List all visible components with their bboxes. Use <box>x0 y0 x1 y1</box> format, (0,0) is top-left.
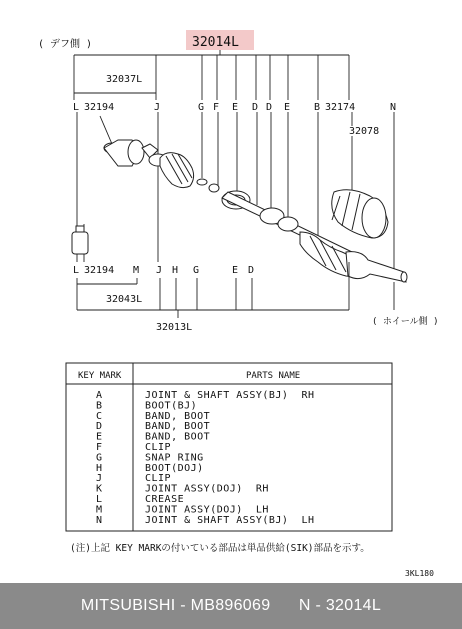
mark-bottom-1: L <box>73 265 80 276</box>
mark-top-6: D <box>252 102 259 113</box>
part-label-32043L: 32043L <box>106 294 143 305</box>
diff-side-label: ( デフ側 ) <box>38 39 93 50</box>
part-label-32194-top: 32194 <box>84 102 115 113</box>
table-part-name: JOINT & SHAFT ASSY(BJ) LH <box>145 514 315 526</box>
table-key-mark: C <box>96 410 103 422</box>
table-part-name: BOOT(BJ) <box>145 400 198 412</box>
footer-sep-1: - <box>175 597 191 614</box>
part-label-32174: 32174 <box>325 102 356 113</box>
table-part-name: BAND, BOOT <box>145 431 211 443</box>
table-part-name: JOINT ASSY(DOJ) RH <box>145 483 269 495</box>
part-label-32194-bottom: 32194 <box>84 265 115 276</box>
mark-bottom-4: H <box>172 265 179 276</box>
table-part-name: JOINT & SHAFT ASSY(BJ) RH <box>145 390 315 401</box>
table-part-name: CREASE <box>145 494 185 505</box>
mark-bottom-2: M <box>133 265 140 276</box>
key-mark-note: (注)上記 KEY MARKの付いている部品は単品供給(SIK)部品を示す。 <box>70 543 370 554</box>
table-key-mark: K <box>96 483 103 495</box>
mark-top-1: L <box>73 102 80 113</box>
table-key-mark: F <box>96 442 103 453</box>
mark-top-8: E <box>284 102 291 113</box>
mark-bottom-7: D <box>248 265 255 276</box>
diagram-code: 3KL180 <box>405 569 434 578</box>
mark-bottom-6: E <box>232 265 239 276</box>
footer-ref: N - 32014L <box>298 597 382 614</box>
mark-top-10: N <box>390 102 397 113</box>
wheel-side-label: ( ホイール側 ) <box>372 317 439 327</box>
table-header-key: KEY MARK <box>78 371 122 381</box>
mark-bottom-3: J <box>156 265 163 276</box>
table-key-mark: D <box>96 421 103 433</box>
table-part-name: BAND, BOOT <box>145 410 211 422</box>
table-part-name: CLIP <box>145 473 172 485</box>
table-key-mark: H <box>96 462 103 474</box>
mark-top-4: F <box>213 102 220 113</box>
table-key-mark: B <box>96 400 103 412</box>
mark-top-7: D <box>266 102 273 113</box>
shaft-assembly-drawing <box>72 140 407 282</box>
table-key-mark: G <box>96 452 103 464</box>
main-part-label: 32014L <box>192 35 239 50</box>
footer-gap <box>270 597 298 615</box>
mark-top-3: G <box>198 102 205 113</box>
footer-bar <box>0 583 462 629</box>
table-key-mark: N <box>96 514 103 526</box>
table-part-name: BOOT(DOJ) <box>145 462 204 474</box>
part-label-32078: 32078 <box>349 126 380 137</box>
part-label-32013L: 32013L <box>156 322 193 333</box>
mark-top-5: E <box>232 102 239 113</box>
footer-brand: MITSUBISHI <box>80 597 176 614</box>
table-part-name: SNAP RING <box>145 452 204 464</box>
table-key-mark: L <box>96 494 103 505</box>
table-key-mark: A <box>96 390 103 401</box>
table-part-name: BAND, BOOT <box>145 421 211 433</box>
part-label-32037L: 32037L <box>106 74 143 85</box>
table-header-name: PARTS NAME <box>246 371 301 381</box>
table-key-mark: E <box>96 431 103 443</box>
mark-top-2: J <box>154 102 161 113</box>
parts-table-rows <box>96 390 315 526</box>
table-part-name: JOINT ASSY(DOJ) LH <box>145 504 269 516</box>
mark-top-9: B <box>314 102 321 113</box>
footer-part-number: MB896069 <box>190 597 271 614</box>
table-key-mark: J <box>96 473 103 485</box>
mark-bottom-5: G <box>193 265 200 276</box>
table-part-name: CLIP <box>145 442 172 453</box>
table-key-mark: M <box>96 504 103 516</box>
